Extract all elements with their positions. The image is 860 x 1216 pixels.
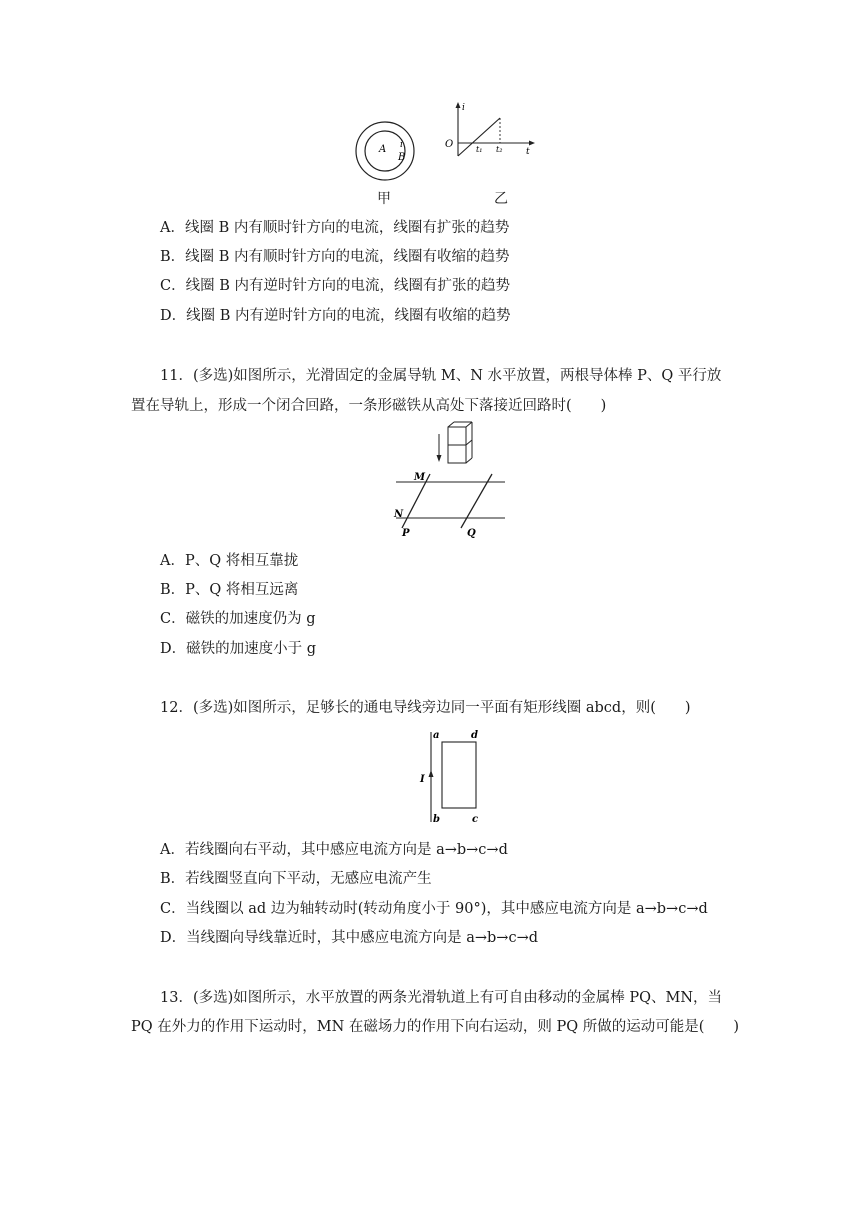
magnet-bottom: [448, 445, 466, 463]
label-m: M: [414, 472, 426, 483]
q11-stem-line1: 11．(多选)如图所示，光滑固定的金属导轨 M、N 水平放置，两根导体棒 P、Q 平行放: [160, 368, 722, 384]
q11-option-d: D．磁铁的加速度小于 g: [160, 641, 317, 657]
tick-label-t2: t₂: [496, 145, 503, 154]
wire-coil-figure: [400, 726, 500, 826]
coil-figure: [350, 118, 420, 188]
label-c: c: [472, 814, 479, 825]
q11-option-c: C．磁铁的加速度仍为 g: [160, 611, 316, 627]
axis-label-o: O: [445, 139, 454, 150]
fall-arrow-head-icon: [437, 455, 442, 462]
q11-option-a: A．P、Q 将相互靠拢: [160, 553, 299, 569]
q10-option-c: C．线圈 B 内有逆时针方向的电流，线圈有扩张的趋势: [160, 278, 510, 294]
label-d: d: [471, 730, 478, 741]
q12-stem-line1: 12．(多选)如图所示，足够长的通电导线旁边同一平面有矩形线圈 abcd，则( ): [160, 700, 691, 716]
rect-coil: [442, 742, 476, 808]
label-p: P: [402, 528, 410, 538]
q12-option-c: C．当线圈以 ad 边为轴转动时(转动角度小于 90°)，其中感应电流方向是 a→b→c→d: [160, 901, 708, 917]
magnet-edge: [448, 422, 454, 427]
label-i: i: [400, 140, 403, 150]
magnet-edge: [466, 458, 472, 463]
q13-stem-line1: 13．(多选)如图所示，水平放置的两条光滑轨道上有可自由移动的金属棒 PQ、MN，当: [160, 990, 723, 1006]
q12-option-a: A．若线圈向右平动，其中感应电流方向是 a→b→c→d: [160, 842, 508, 858]
q10-option-a: A．线圈 B 内有顺时针方向的电流，线圈有扩张的趋势: [160, 220, 510, 236]
q13-stem-line2: PQ 在外力的作用下运动时，MN 在磁场力的作用下向右运动，则 PQ 所做的运动可能是( ): [131, 1019, 740, 1035]
axis-label-i: i: [462, 103, 465, 113]
label-b: B: [398, 152, 406, 163]
label-n: N: [394, 509, 404, 520]
q11-stem-line2: 置在导轨上，形成一个闭合回路，一条形磁铁从高处下落接近回路时( ): [131, 398, 607, 414]
label-b: b: [433, 814, 440, 825]
label-q: Q: [467, 528, 476, 538]
label-current: I: [420, 774, 425, 785]
magnet-top: [448, 427, 466, 445]
caption-yi: 乙: [494, 191, 508, 207]
q12-option-d: D．当线圈向导线靠近时，其中感应电流方向是 a→b→c→d: [160, 930, 539, 946]
magnet-edge: [466, 422, 472, 427]
q11-option-b: B．P、Q 将相互远离: [160, 582, 299, 598]
magnet-edge: [466, 440, 472, 445]
rail-figure: [388, 420, 513, 538]
caption-jia: 甲: [377, 191, 391, 207]
q12-option-b: B．若线圈竖直向下平动，无感应电流产生: [160, 871, 432, 887]
q10-option-d: D．线圈 B 内有逆时针方向的电流，线圈有收缩的趋势: [160, 308, 511, 324]
tick-label-t1: t₁: [476, 145, 483, 154]
current-arrow-icon: [429, 770, 434, 777]
x-arrow-icon: [529, 141, 535, 146]
label-a: a: [433, 730, 440, 741]
label-a: A: [379, 144, 387, 155]
q10-option-b: B．线圈 B 内有顺时针方向的电流，线圈有收缩的趋势: [160, 249, 510, 265]
y-arrow-icon: [456, 102, 461, 108]
current-time-graph: [440, 100, 540, 160]
axis-label-t: t: [526, 147, 530, 157]
